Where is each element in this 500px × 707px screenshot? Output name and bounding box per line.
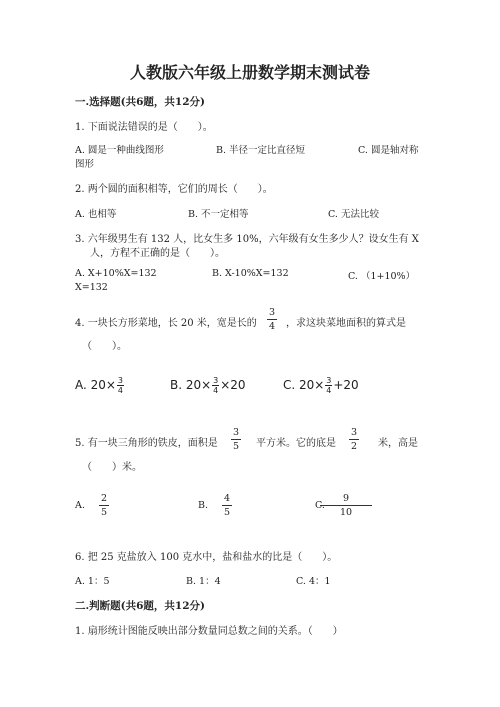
q1-option-c: C. 圆是轴对称: [358, 145, 419, 156]
q4-option-a-label: A. 20×: [75, 378, 116, 392]
question-6: 6. 把 25 克盐放入 100 克水中，盐和盐水的比是（ ）。: [75, 552, 338, 563]
section-heading-judgement: 二.判断题(共6题，共12分): [75, 600, 206, 612]
fraction-numerator: 3: [326, 376, 332, 385]
question-1: 1. 下面说法错误的是（ ）。: [75, 122, 213, 133]
q6-option-a: A. 1：5: [75, 576, 110, 587]
q5-option-b-fraction: [222, 492, 232, 519]
q4-option-c-label: C. 20×: [283, 378, 325, 392]
question-2: 2. 两个圆的面积相等，它们的周长（ ）。: [75, 184, 273, 195]
q5-base-fraction: [349, 426, 359, 453]
fraction-numerator: 3: [213, 376, 219, 385]
judgement-1: 1. 扇形统计图能反映出部分数量同总数之间的关系。（ ）: [75, 626, 343, 637]
q4-option-a-fraction: [117, 376, 124, 395]
fraction-denominator: 2: [350, 441, 358, 452]
fraction-numerator: 9: [342, 493, 350, 504]
q4-option-c: [283, 376, 359, 395]
section-heading-choice: 一.选择题(共6题，共12分): [75, 96, 206, 108]
q4-option-c-tail: +20: [333, 378, 359, 392]
page-title: 人教版六年级上册数学期末测试卷: [129, 63, 370, 82]
q4-option-b-fraction: [212, 376, 219, 395]
q1-option-a: A. 圆是一种曲线图形: [75, 145, 164, 156]
q2-option-a: A. 也相等: [75, 209, 117, 220]
q3-option-c-continued: X=132: [75, 282, 108, 293]
q3-option-a: A. X+10%X=132: [75, 268, 157, 279]
fraction-denominator: 10: [339, 507, 353, 518]
question-3-line-1: 3. 六年级男生有 132 人，比女生多 10%，六年级有女生多少人？设女生有 X: [75, 234, 419, 245]
q1-option-b: B. 半径一定比直径短: [216, 145, 306, 156]
q4-option-b-label: B. 20×: [170, 378, 212, 392]
question-5-text: 5. 有一块三角形的铁皮，面积是: [75, 438, 218, 449]
fraction-numerator: 3: [350, 427, 358, 438]
q6-option-b: B. 1：4: [186, 576, 221, 587]
question-4-line-2: （ ）。: [82, 341, 127, 352]
q4-option-b: [170, 376, 246, 395]
question-5-text-mid: 平方米。它的底是: [256, 438, 336, 449]
question-5-text-after: 米，高是: [378, 438, 418, 449]
fraction-denominator: 4: [326, 386, 332, 395]
q2-option-c: C. 无法比较: [328, 209, 379, 220]
question-5-line-2: （ ）米。: [82, 462, 142, 473]
fraction-denominator: 4: [213, 386, 219, 395]
fraction-numerator: 4: [223, 493, 231, 504]
fraction-denominator: 5: [223, 507, 231, 518]
fraction-numerator: 3: [232, 427, 240, 438]
q6-option-c: C. 4：1: [296, 576, 331, 587]
q5-option-a-fraction: [99, 492, 109, 519]
q4-option-b-tail: ×20: [220, 378, 246, 392]
fraction-numerator: 3: [117, 376, 123, 385]
q2-option-b: B. 不一定相等: [188, 209, 249, 220]
fraction-numerator: 3: [268, 307, 276, 318]
q1-option-c-continued: 图形: [75, 159, 95, 170]
q5-option-c-fraction: [320, 492, 372, 519]
q4-option-c-fraction: [325, 376, 332, 395]
q5-option-c-label: C.: [315, 500, 325, 511]
q5-option-b-label: B.: [198, 500, 209, 511]
q5-area-fraction: [231, 426, 241, 453]
q5-option-a-label: A.: [75, 500, 85, 511]
fraction-denominator: 4: [117, 386, 123, 395]
q4-option-a: [75, 376, 125, 395]
question-4-text-after: ，求这块菜地面积的算式是: [286, 318, 406, 329]
fraction-denominator: 5: [232, 441, 240, 452]
question-4-text: 4. 一块长方形菜地，长 20 米，宽是长的: [75, 318, 257, 329]
question-3-line-2: 人，方程不正确的是（ ）。: [90, 248, 225, 259]
q3-option-b: B. X-10%X=132: [212, 268, 289, 279]
q3-option-c: C. （1+10%）: [348, 271, 416, 282]
fraction-denominator: 5: [100, 507, 108, 518]
fraction-numerator: 2: [100, 493, 108, 504]
fraction-denominator: 4: [268, 321, 276, 332]
q4-fraction: [267, 306, 277, 333]
